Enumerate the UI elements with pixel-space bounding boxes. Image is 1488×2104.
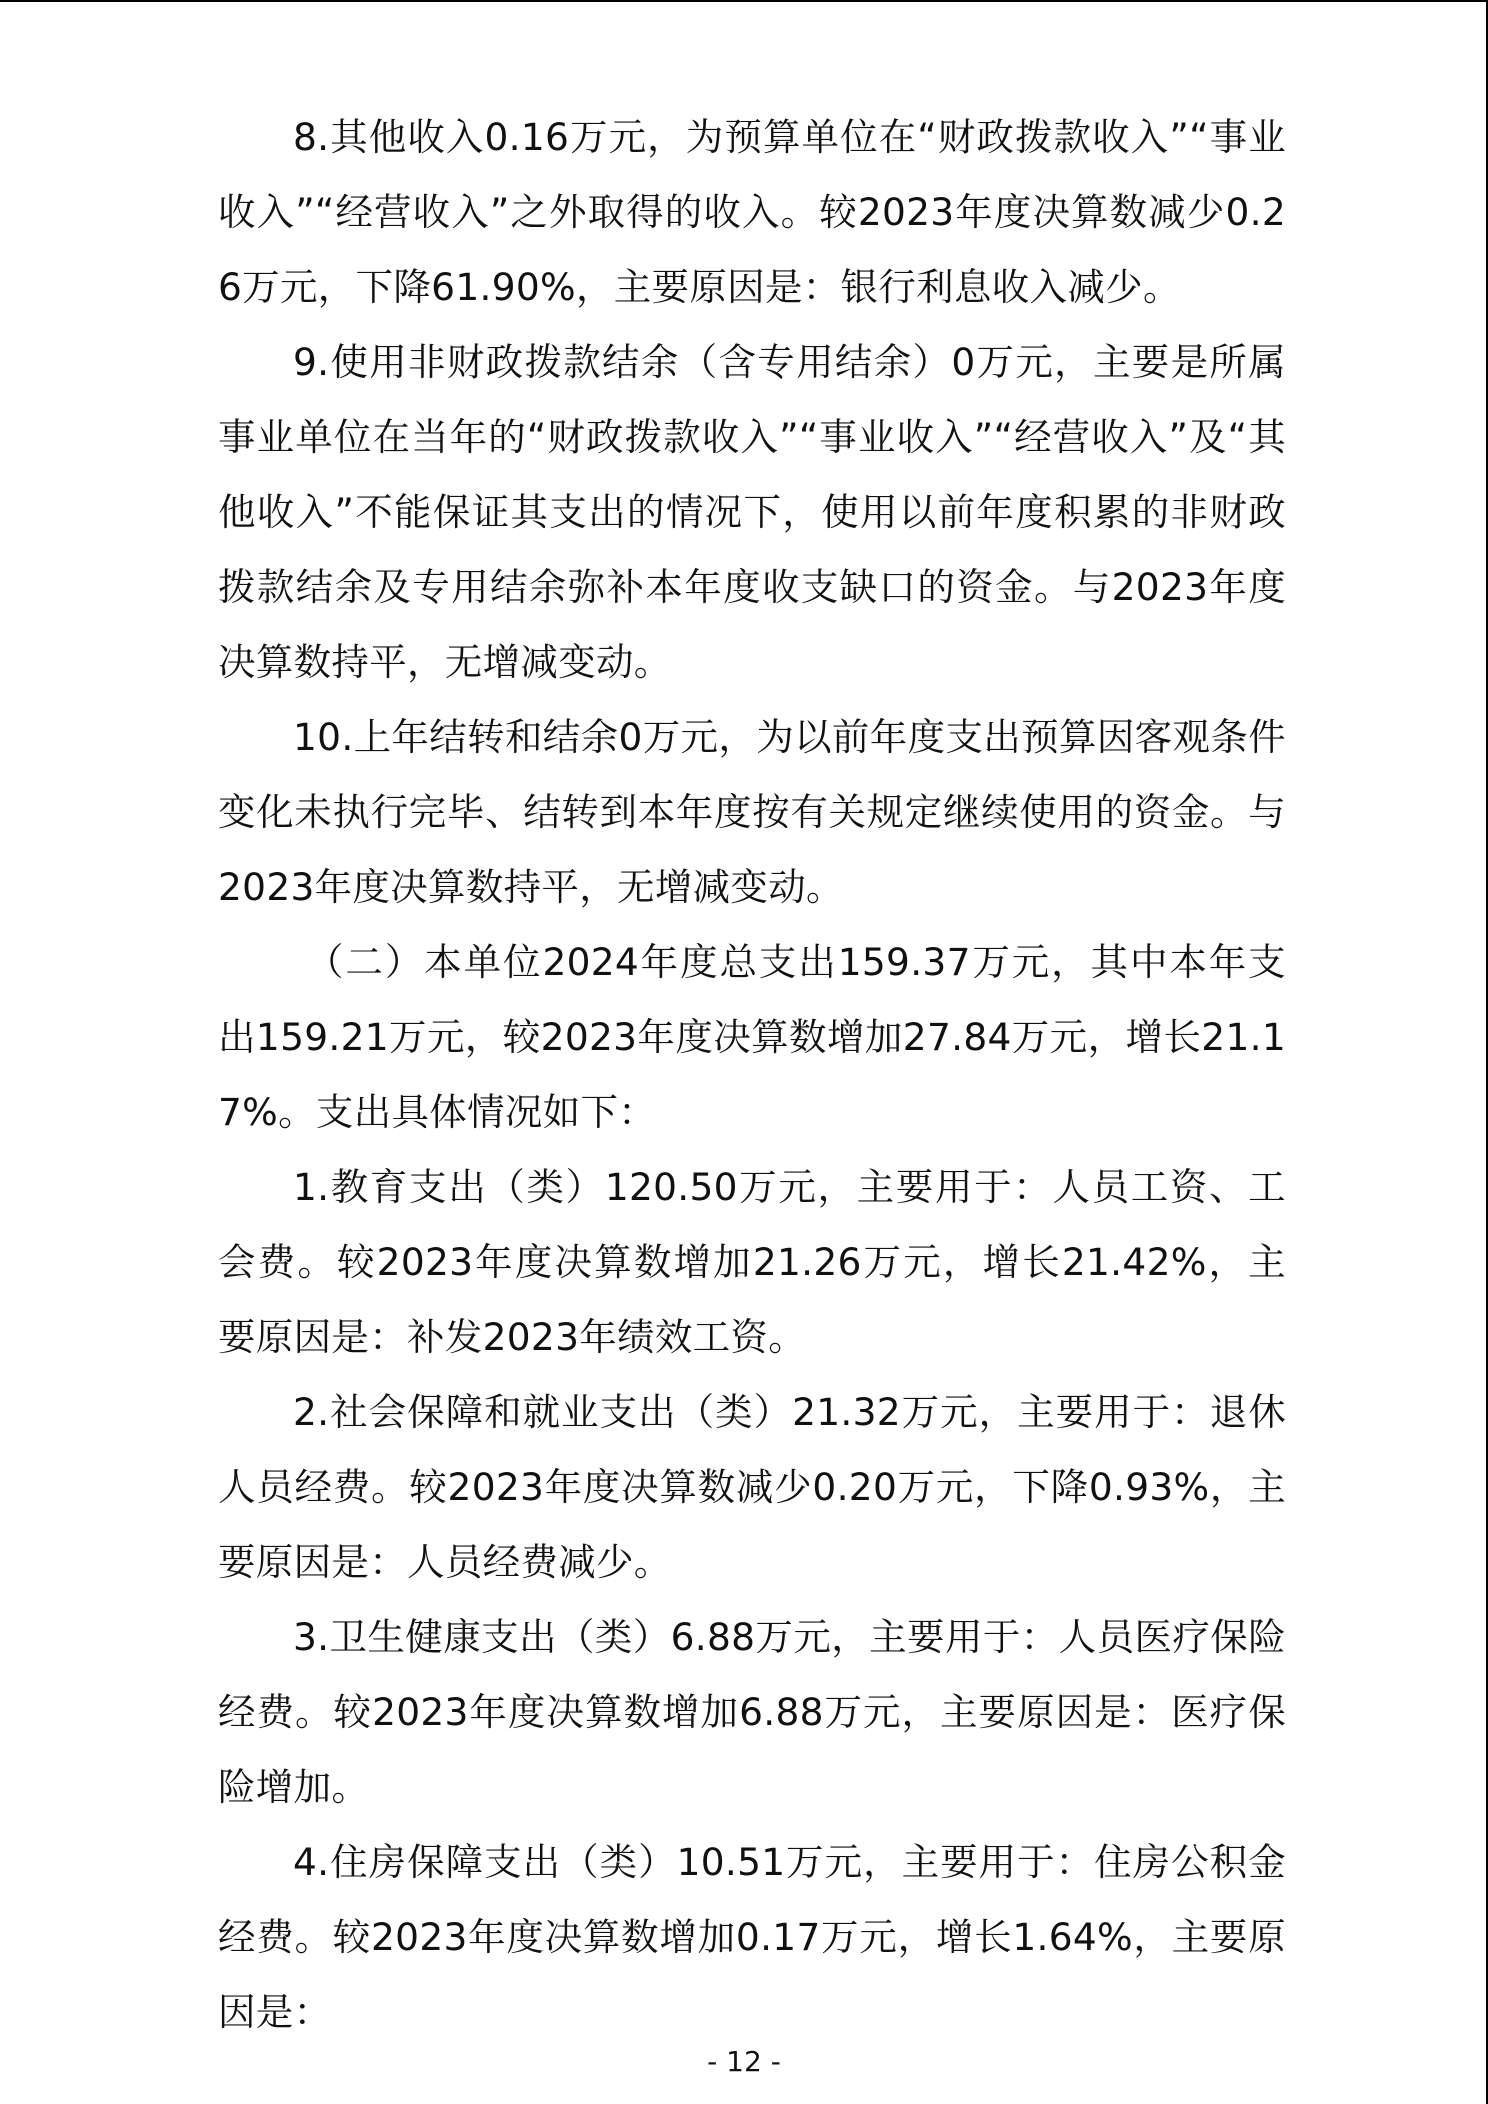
document-body (218, 100, 1286, 2050)
paragraph-carryover: 10.上年结转和结余0万元，为以前年度支出预算因客观条件变化未执行完毕、结转到本年度按有关规定继续使用的资金。与2023年度决算数持平，无增减变动。 (218, 715, 1286, 909)
paragraph-housing-expenditure: 4.住房保障支出（类）10.51万元，主要用于：住房公积金经费。较2023年度决算数增加0.17万元，增长1.64%，主要原因是： (218, 1840, 1286, 2034)
paragraph-other-income: 8.其他收入0.16万元，为预算单位在“财政拨款收入”“事业收入”“经营收入”之外取得的收入。较2023年度决算数减少0.26万元，下降61.90%，主要原因是：银行利息收入减少。 (218, 115, 1286, 309)
paragraph-total-expenditure: （二）本单位2024年度总支出159.37万元，其中本年支出159.21万元，较2023年度决算数增加27.84万元，增长21.17%。支出具体情况如下： (218, 940, 1286, 1134)
paragraph-health-expenditure: 3.卫生健康支出（类）6.88万元，主要用于：人员医疗保险经费。较2023年度决算数增加6.88万元，主要原因是：医疗保险增加。 (218, 1615, 1286, 1809)
page-number: - 12 - (707, 2045, 781, 2078)
paragraph-social-security-expenditure: 2.社会保障和就业支出（类）21.32万元，主要用于：退休人员经费。较2023年度决算数减少0.20万元，下降0.93%，主要原因是：人员经费减少。 (218, 1390, 1286, 1584)
paragraph-education-expenditure: 1.教育支出（类）120.50万元，主要用于：人员工资、工会费。较2023年度决算数增加21.26万元，增长21.42%，主要原因是：补发2023年绩效工资。 (218, 1165, 1286, 1359)
paragraph-non-fiscal-balance: 9.使用非财政拨款结余（含专用结余）0万元，主要是所属事业单位在当年的“财政拨款收入”“事业收入”“经营收入”及“其他收入”不能保证其支出的情况下，使用以前年度积累的非财政拨款结余及专用结余弥补本年度收支缺口的资金。与2023年度决算数持平，无增减变动。 (218, 340, 1286, 684)
page-border-top (0, 0, 1488, 2)
